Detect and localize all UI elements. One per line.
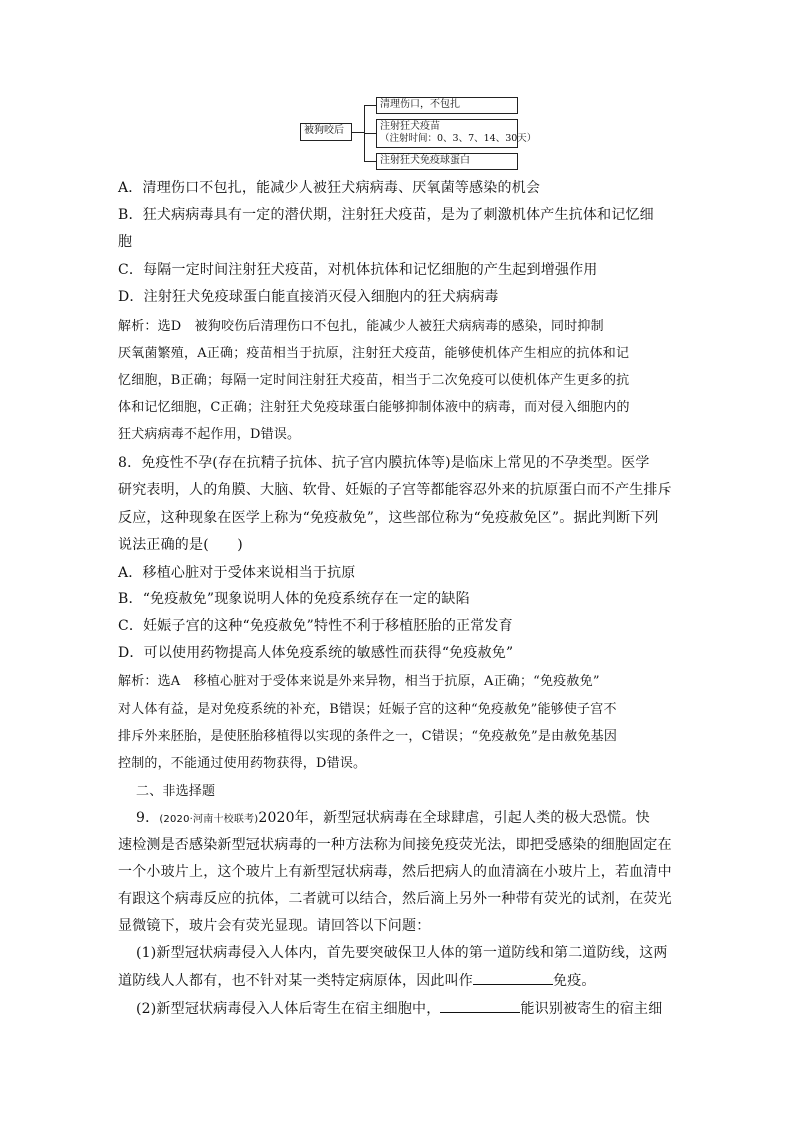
q8-option-a: A．移植心脏对于受体来说相当于抗原 [118, 565, 356, 581]
q9-sub1-line1: (1)新型冠状病毒侵入人体内，首先要突破保卫人体的第一道防线和第二道防线，这两 [136, 945, 668, 961]
q7-option-b-line1: B．狂犬病病毒具有一定的潜伏期，注射狂犬疫苗，是为了刺激机体产生抗体和记忆细 [118, 207, 654, 223]
q7-option-b-line2: 胞 [118, 234, 133, 250]
q8-explanation-line1: 解析：选A 移植心脏对于受体来说是外来异物，相当于抗原，A正确；“免疫赦免” [118, 674, 600, 689]
q8-stem-line1: 8．免疫性不孕(存在抗精子抗体、抗子宫内膜抗体等)是临床上常见的不孕类型。医学 [118, 455, 650, 471]
q9-sub2-line1 [136, 1000, 694, 1018]
vaccine-schedule: （注射时间：0、3、7、14、30天） [380, 133, 537, 144]
q8-option-d: D．可以使用药物提高人体免疫系统的敏感性而获得“免疫赦免” [118, 645, 514, 661]
q9-stem-line5: 显微镜下，玻片会有荧光显现。请回答以下问题： [118, 918, 431, 934]
vaccine-label: 注射狂犬疫苗 [380, 121, 440, 132]
answer-blank[interactable] [473, 972, 553, 985]
q8-explanation-line2: 对人体有益，是对免疫系统的补充，B错误；妊娠子宫的这种“免疫赦免”能够使子宫不 [118, 702, 617, 717]
q7-explanation-line3: 忆细胞，B正确；每隔一定时间注射狂犬疫苗，相当于二次免疫可以使机体产生更多的抗 [118, 373, 630, 388]
q9-sub2-text: (2)新型冠状病毒侵入人体后寄生在宿主细胞中， [136, 1001, 441, 1017]
q7-explanation-line1: 解析：选D 被狗咬伤后清理伤口不包扎，能减少人被狂犬病病毒的感染，同时抑制 [118, 319, 604, 334]
diagram-branch-clean-wound: 清理伤口，不包扎 [376, 97, 518, 114]
connector-line [352, 132, 364, 133]
diagram-branch-globulin: 注射狂犬免疫球蛋白 [376, 153, 518, 170]
q9-stem-line2: 速检测是否感染新型冠状病毒的一种方法称为间接免疫荧光法，即把受感染的细胞固定在 [118, 837, 672, 853]
q8-explanation-line3: 排斥外来胚胎，是使胚胎移植得以实现的条件之一，C错误；“免疫赦免”是由赦免基因 [118, 729, 618, 744]
q8-option-c: C．妊娠子宫的这种“免疫赦免”特性不利于移植胚胎的正常发育 [118, 618, 513, 634]
q9-stem-line1-text: 2020年，新型冠状病毒在全球肆虐，引起人类的极大恐慌。快 [258, 810, 650, 826]
q9-sub1-suffix: 免疫。 [553, 973, 596, 989]
q9-sub1-line2 [118, 972, 676, 990]
q8-stem-line2: 研究表明，人的角膜、大脑、软骨、妊娠的子宫等都能容忍外来的抗原蛋白而不产生排斥 [118, 482, 672, 498]
q9-stem-line4: 有跟这个病毒反应的抗体，二者就可以结合，然后滴上另外一种带有荧光的试剂，在荧光 [118, 891, 672, 907]
answer-blank[interactable] [440, 1000, 520, 1013]
q8-explanation-line4: 控制的，不能通过使用药物获得，D错误。 [118, 756, 367, 771]
q7-explanation-line4: 体和记忆细胞，C正确；注射狂犬免疫球蛋白能够抑制体液中的病毒，而对侵入细胞内的 [118, 400, 630, 415]
section-heading: 二、非选择题 [136, 784, 216, 799]
q8-option-b: B．“免疫赦免”现象说明人体的免疫系统存在一定的缺陷 [118, 591, 470, 607]
q7-option-a: A．清理伤口不包扎，能减少人被狂犬病病毒、厌氧菌等感染的机会 [118, 180, 541, 196]
q9-sub1-text: 道防线人人都有，也不针对某一类特定病原体，因此叫作 [118, 973, 473, 989]
q8-stem-line3: 反应，这种现象在医学上称为“免疫赦免”，这些部位称为“免疫赦免区”。据此判断下列 [118, 510, 659, 526]
q9-sub2-suffix: 能识别被寄生的宿主细 [520, 1001, 663, 1017]
q7-option-d: D．注射狂犬免疫球蛋白能直接消灭侵入细胞内的狂犬病病毒 [118, 289, 499, 305]
q7-explanation-line2: 厌氧菌繁殖，A正确；疫苗相当于抗原，注射狂犬疫苗，能够使机体产生相应的抗体和记 [118, 346, 630, 361]
q9-stem-line1: 9．(2020·河南十校联考)2020年，新型冠状病毒在全球肆虐，引起人类的极大恐慌。快 [136, 810, 650, 826]
q7-option-c: C．每隔一定时间注射狂犬疫苗，对机体抗体和记忆细胞的产生起到增强作用 [118, 262, 598, 278]
q9-source: (2020·河南十校联考) [159, 814, 259, 825]
diagram-branch-vaccine [376, 119, 537, 148]
connector-line [364, 133, 376, 134]
connector-line [364, 161, 376, 162]
q7-explanation-line5: 狂犬病病毒不起作用，D错误。 [118, 427, 301, 442]
q8-stem-line4: 说法正确的是( ) [118, 537, 243, 553]
connector-line [364, 105, 376, 106]
diagram-root-box: 被狗咬后 [300, 123, 352, 141]
bite-treatment-diagram [300, 95, 537, 173]
q9-stem-line3: 一个小玻片上，这个玻片上有新型冠状病毒，然后把病人的血清滴在小玻片上，若血清中 [118, 864, 672, 880]
